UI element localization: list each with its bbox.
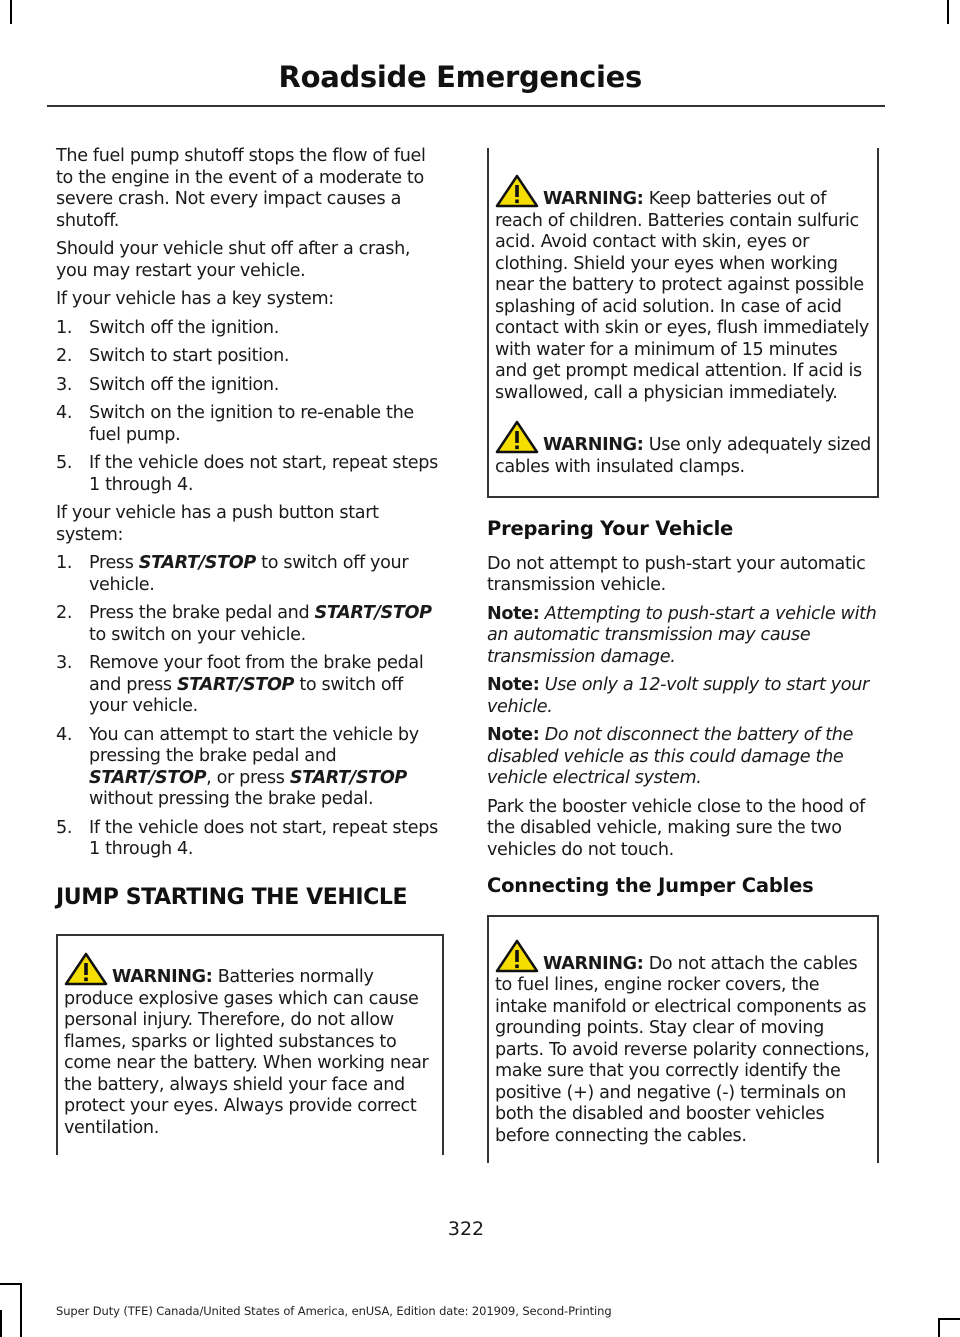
page-header-title: Roadside Emergencies <box>278 60 642 94</box>
list-item: 1. Switch off the ignition. <box>56 317 279 338</box>
push-button-steps <box>56 553 444 861</box>
warning-text: WARNING: Keep batteries out of reach of children. Batteries contain sulfuric acid. Avoid contact with skin, eyes or clothing. Shield your eyes when working near the battery to protect against possible splashing of acid solution. In case of acid contact with skin or eyes, flush immediately with water for a minimum of 15 minutes and get prompt medical attention. If acid is swallowed, call a physician immediately. <box>495 174 871 404</box>
warning-label: WARNING: <box>543 189 644 209</box>
warning-triangle-icon <box>495 939 539 973</box>
key-system-intro: If your vehicle has a key system: <box>56 289 334 309</box>
right-column <box>487 148 879 1171</box>
start-stop-keyword: START/STOP <box>289 767 407 788</box>
start-stop-keyword: START/STOP <box>89 767 207 788</box>
warning-triangle-icon <box>64 952 108 986</box>
list-item: 1. Press START/STOP to switch off your vehicle. <box>56 553 409 595</box>
list-item: 2. Press the brake pedal and START/STOP to switch on your vehicle. <box>56 603 432 645</box>
key-system-steps <box>56 318 444 497</box>
subsection-heading: Preparing Your Vehicle <box>487 517 734 540</box>
list-item: 4. Switch on the ignition to re-enable the fuel pump. <box>56 403 414 445</box>
note: Note: Attempting to push-start a vehicle with an automatic transmission may cause transmission damage. <box>487 603 877 667</box>
note: Note: Do not disconnect the battery of the disabled vehicle as this could damage the vehicle electrical system. <box>487 725 854 788</box>
crop-mark-top-right <box>947 0 949 24</box>
list-item: 5. If the vehicle does not start, repeat steps 1 through 4. <box>56 817 438 859</box>
warning-text: WARNING: Batteries normally produce explosive gases which can cause personal injury. Therefore, do not allow flames, sparks or lighted substances to come near the battery. When working near the battery, always shield your face and protect your eyes. Always provide correct ventilation. <box>64 952 436 1139</box>
left-column <box>56 146 444 1163</box>
warning-box <box>487 148 879 498</box>
crop-mark-bottom-left-v <box>20 1283 22 1337</box>
warning-label: WARNING: <box>543 435 644 455</box>
warning-text: WARNING: Do not attach the cables to fuel lines, engine rocker covers, the intake manifold or electrical components as grounding points. Stay clear of moving parts. To avoid reverse polarity connections, make sure that you correctly identify the positive (+) and negative (-) terminals on both the disabled and booster vehicles before connecting the cables. <box>495 939 871 1148</box>
start-stop-keyword: START/STOP <box>176 674 295 695</box>
body-paragraph: Park the booster vehicle close to the hood of the disabled vehicle, making sure the two vehicles do not touch. <box>487 796 866 860</box>
warning-label: WARNING: <box>112 967 213 987</box>
list-item: 4. You can attempt to start the vehicle by pressing the brake pedal and START/STOP, or press START/STOP without pressing the brake pedal. <box>56 724 419 809</box>
intro-paragraph: Should your vehicle shut off after a crash, you may restart your vehicle. <box>56 239 411 281</box>
crop-mark-bottom-right-h <box>940 1318 960 1320</box>
crop-mark-bottom-left <box>0 1310 2 1337</box>
intro-paragraph: The fuel pump shutoff stops the flow of fuel to the engine in the event of a moderate to severe crash. Not every impact causes a shutoff. <box>56 146 426 231</box>
header-divider <box>47 105 885 107</box>
footer-edition: Super Duty (TFE) Canada/United States of America, enUSA, Edition date: 201909, Second-Printing <box>56 1304 612 1318</box>
warning-text: WARNING: Use only adequately sized cables with insulated clamps. <box>495 420 871 478</box>
body-paragraph: Do not attempt to push-start your automatic transmission vehicle. <box>487 553 866 595</box>
start-stop-keyword: START/STOP <box>138 553 256 573</box>
crop-mark-top-left <box>10 0 12 24</box>
subsection-heading: Connecting the Jumper Cables <box>487 874 814 897</box>
warning-label: WARNING: <box>543 953 644 974</box>
warning-box <box>56 934 444 1155</box>
list-item: 3. Switch off the ignition. <box>56 374 279 395</box>
push-button-intro: If your vehicle has a push button start system: <box>56 503 379 545</box>
crop-mark-bottom-right <box>938 1318 940 1337</box>
warning-triangle-icon <box>495 420 539 454</box>
warning-triangle-icon <box>495 174 539 208</box>
crop-mark-bottom-left-h <box>0 1283 22 1285</box>
list-item: 2. Switch to start position. <box>56 346 290 366</box>
list-item: 5. If the vehicle does not start, repeat steps 1 through 4. <box>56 453 438 495</box>
section-heading: JUMP STARTING THE VEHICLE <box>56 884 408 910</box>
warning-box <box>487 915 879 1164</box>
page-number: 322 <box>447 1218 485 1240</box>
list-item: 3. Remove your foot from the brake pedal and press START/STOP to switch off your vehicle. <box>56 653 424 716</box>
note: Note: Use only a 12-volt supply to start your vehicle. <box>487 675 869 717</box>
start-stop-keyword: START/STOP <box>314 603 432 623</box>
